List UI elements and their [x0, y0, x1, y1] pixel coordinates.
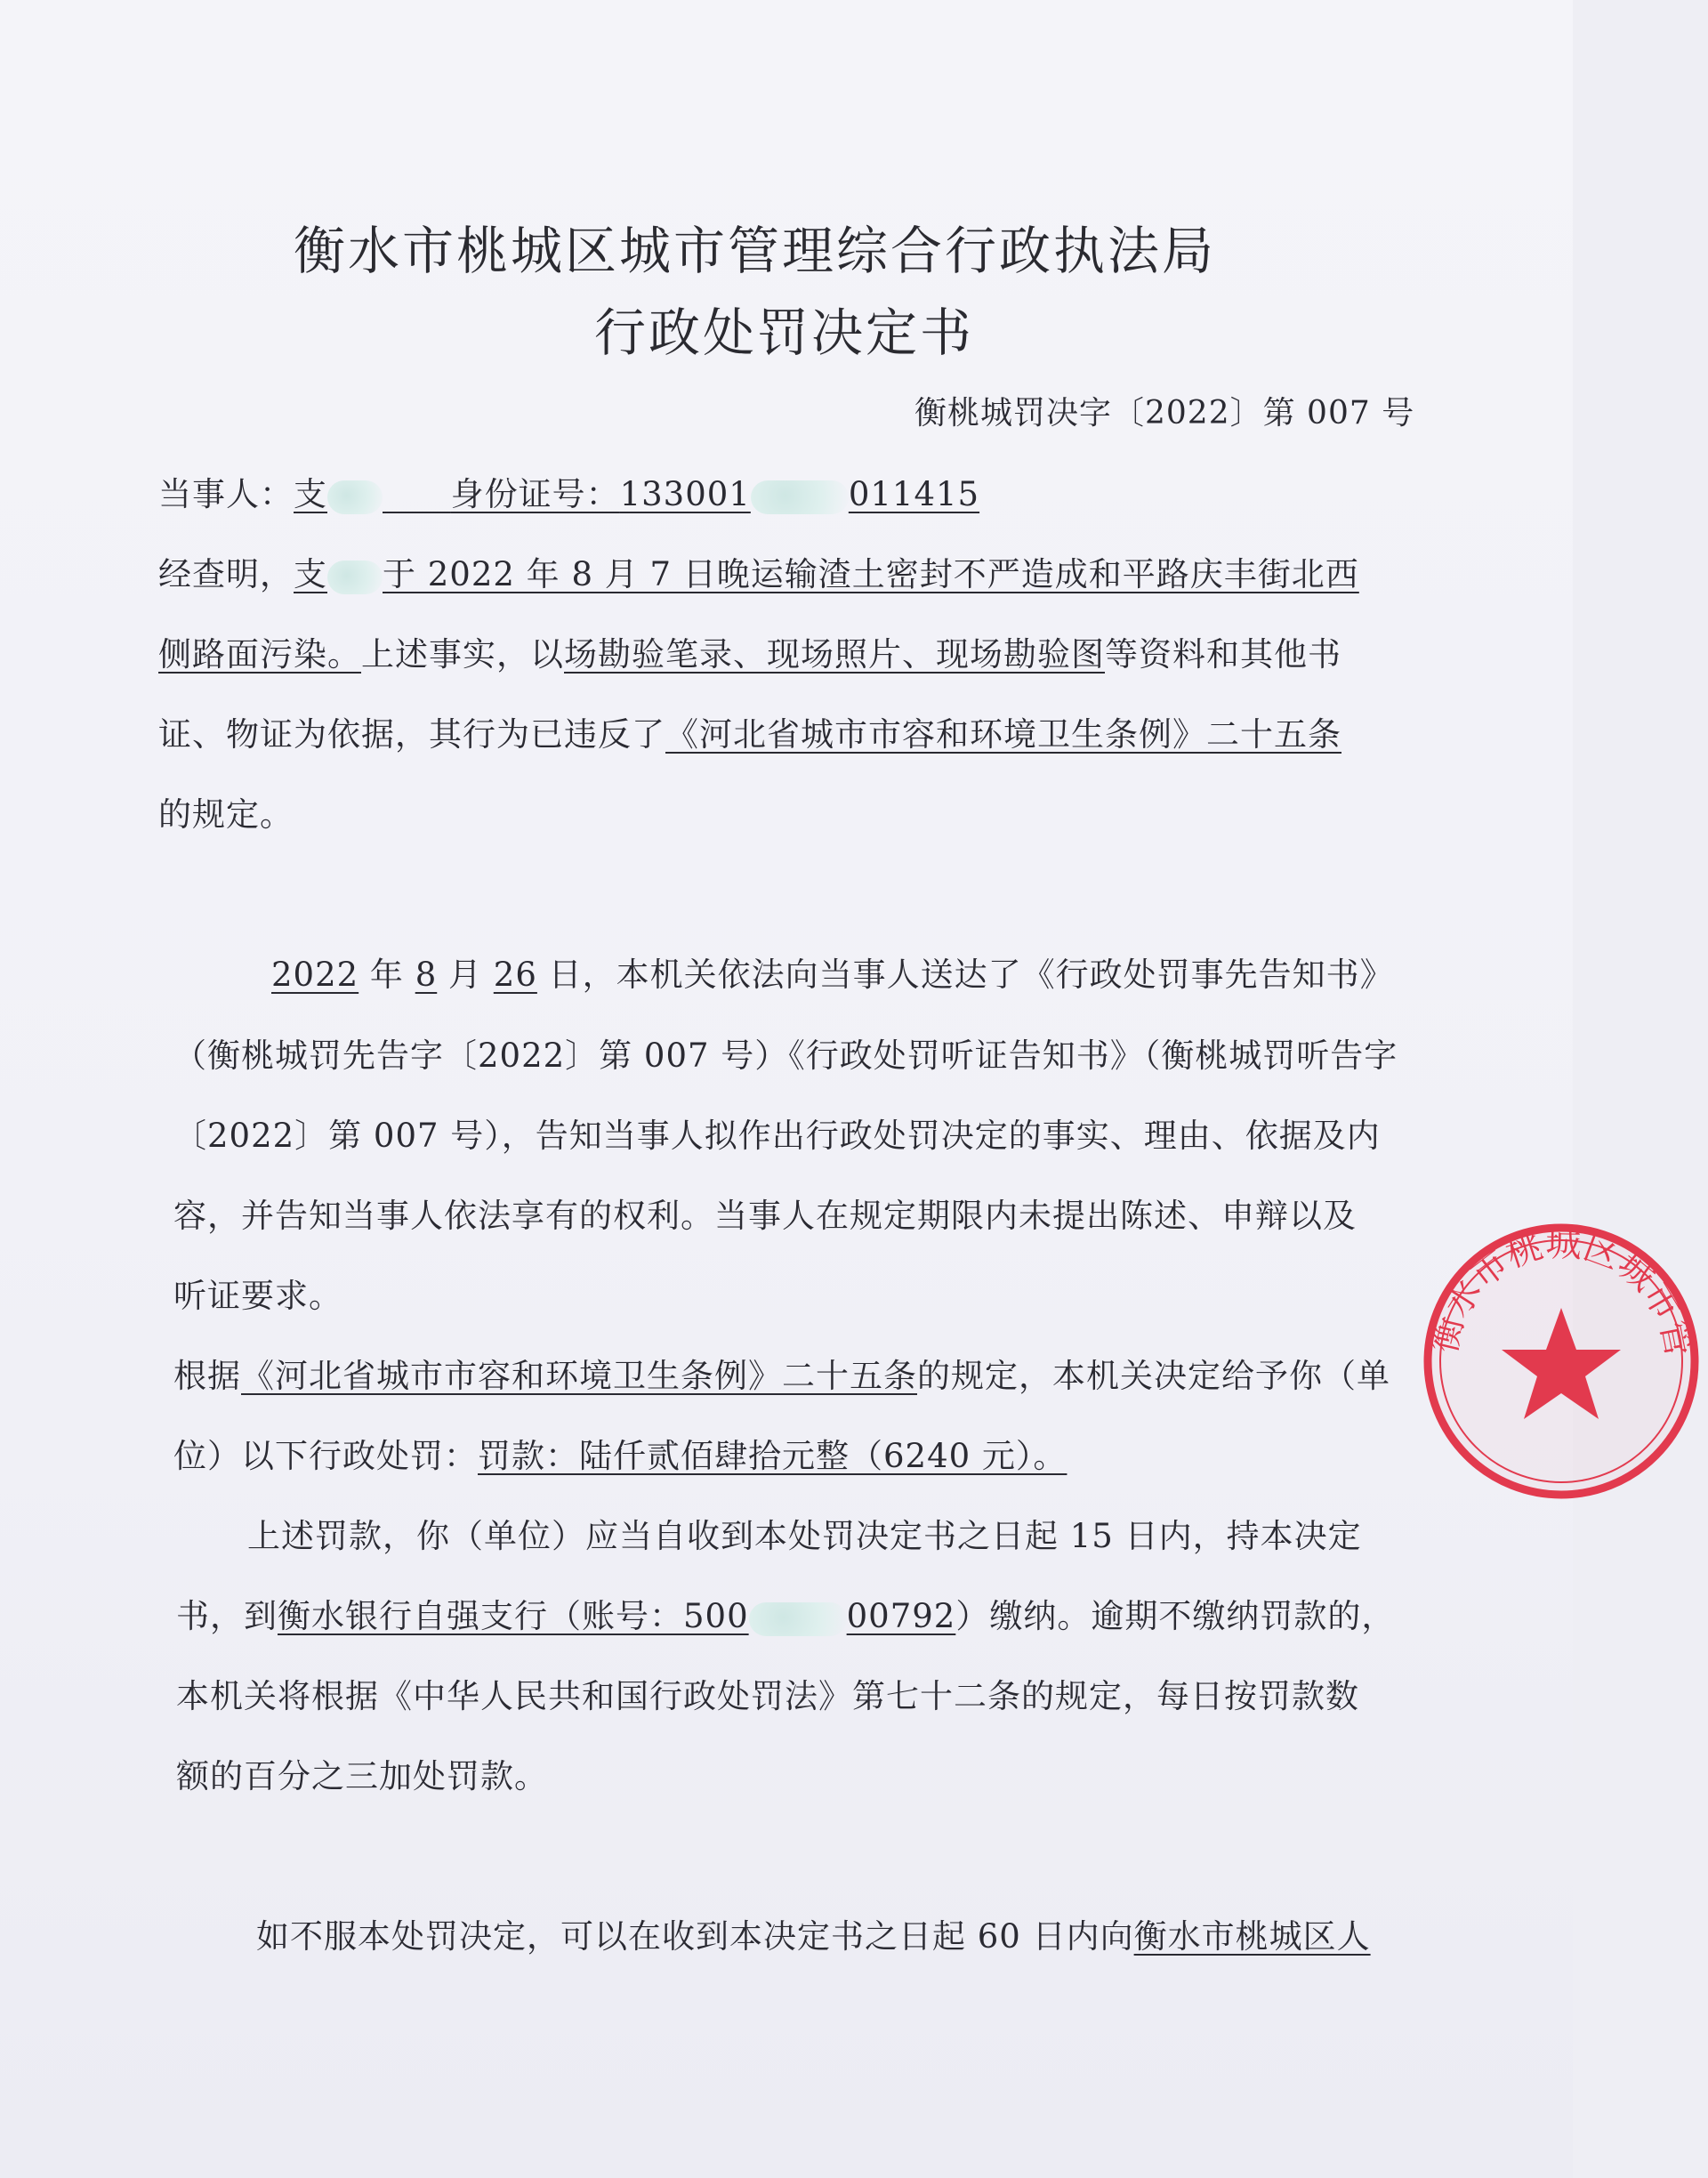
findings-fact: 于 2022 年 8 月 7 日晚运输渣土密封不严造成和平路庆丰街北西 — [383, 555, 1359, 593]
unit-text: 年 — [359, 956, 415, 994]
payment-line-2 — [176, 1595, 1395, 1638]
notice-day: 26 — [493, 956, 537, 994]
payment-text: 书，到 — [176, 1597, 278, 1635]
notice-line-5: 听证要求。 — [173, 1277, 342, 1315]
findings-line-4: 的规定。 — [158, 795, 294, 834]
id-suffix: 011415 — [848, 475, 980, 513]
official-seal — [1397, 1182, 1708, 1508]
decision-text: 位）以下行政处罚： — [173, 1437, 478, 1475]
decision-text: 根据 — [173, 1357, 241, 1395]
appeal-authority: 衡水市桃城区人 — [1133, 1917, 1371, 1956]
id-label: 身份证号： — [450, 475, 620, 513]
seal-text-path: 衡水市桃城区城市管理 — [1397, 1182, 1699, 1360]
penalty-amount: 罚款：陆仟贰佰肆拾元整（6240 元）。 — [478, 1437, 1068, 1475]
notice-year: 2022 — [271, 956, 359, 994]
notice-line-4: 容，并告知当事人依法享有的权利。当事人在规定期限内未提出陈述、申辩以及 — [173, 1197, 1357, 1235]
decision-text: 的规定，本机关决定给予你（单 — [917, 1357, 1390, 1395]
redaction-mark — [749, 1602, 847, 1636]
party-name: 支 — [294, 475, 327, 513]
party-line — [158, 473, 979, 516]
bank-name: 衡水银行自强支行（账号： — [278, 1597, 683, 1635]
evidence-list: 场勘验笔录、现场照片、现场勘验图 — [564, 635, 1105, 674]
decision-line-2 — [173, 1435, 1067, 1478]
findings-text: 上述事实，以 — [361, 635, 564, 674]
redaction-mark — [751, 480, 849, 514]
payment-line-3: 本机关将根据《中华人民共和国行政处罚法》第七十二条的规定，每日按罚款数 — [176, 1677, 1359, 1715]
party-name-field — [294, 475, 979, 513]
findings-text: 等资料和其他书 — [1105, 635, 1341, 674]
document-title: 行政处罚决定书 — [594, 302, 975, 363]
id-prefix: 133001 — [619, 475, 751, 513]
notice-line-2: （衡桃城罚先告字〔2022〕第 007 号）《行政处罚听证告知书》（衡桃城罚听告字 — [173, 1037, 1398, 1075]
law-reference: 《河北省城市市容和环境卫生条例》二十五条 — [665, 715, 1341, 754]
notice-line-3: 〔2022〕第 007 号），告知当事人拟作出行政处罚决定的事实、理由、依据及内 — [173, 1117, 1381, 1155]
appeal-text: 如不服本处罚决定，可以在收到本决定书之日起 60 日内向 — [256, 1917, 1134, 1956]
redaction-mark — [327, 480, 383, 514]
findings-line-1 — [158, 553, 1359, 596]
findings-fact-end: 侧路面污染。 — [158, 635, 361, 674]
redaction-mark — [327, 561, 383, 594]
findings-prefix: 经查明， — [158, 555, 294, 593]
findings-line-2 — [158, 633, 1341, 676]
party-label: 当事人： — [158, 475, 294, 513]
decision-line-1 — [173, 1355, 1390, 1398]
notice-line-1 — [271, 954, 1394, 996]
unit-text: 月 — [437, 956, 494, 994]
findings-line-3 — [158, 714, 1341, 756]
payment-text: ）缴纳。逾期不缴纳罚款的， — [955, 1597, 1396, 1635]
account-suffix: 00792 — [846, 1597, 956, 1635]
payment-line-1: 上述罚款，你（单位）应当自收到本处罚决定书之日起 15 日内，持本决定 — [247, 1517, 1362, 1555]
notice-text: 日，本机关依法向当事人送达了《行政处罚事先告知书》 — [536, 956, 1394, 994]
party-name: 支 — [294, 555, 327, 593]
document-number: 衡桃城罚决字〔2022〕第 007 号 — [914, 395, 1415, 432]
agency-title: 衡水市桃城区城市管理综合行政执法局 — [294, 221, 1217, 281]
payment-line-4: 额的百分之三加处罚款。 — [176, 1757, 548, 1795]
account-prefix: 500 — [683, 1597, 749, 1635]
appeal-line-1 — [256, 1916, 1371, 1958]
bank-account — [278, 1597, 955, 1635]
findings-underlined — [294, 555, 1359, 593]
notice-month: 8 — [415, 956, 438, 994]
findings-text: 证、物证为依据，其行为已违反了 — [158, 715, 665, 754]
law-reference: 《河北省城市市容和环境卫生条例》二十五条 — [241, 1357, 917, 1395]
